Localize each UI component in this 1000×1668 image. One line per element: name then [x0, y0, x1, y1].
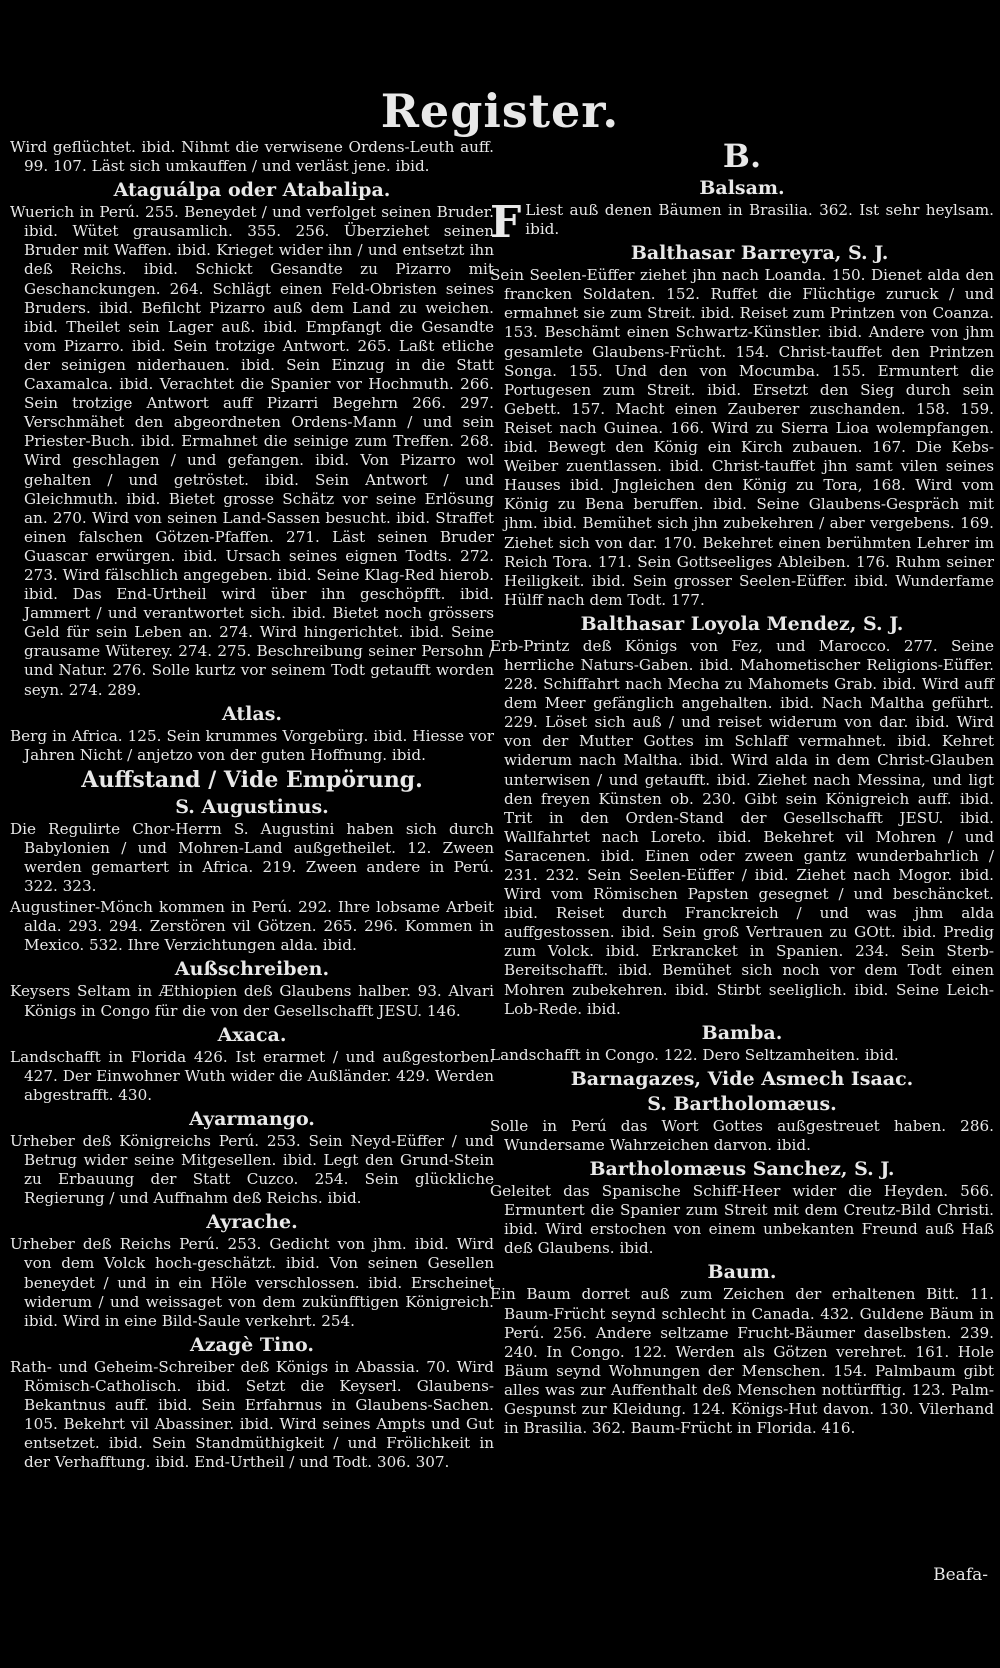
entry-heading: Baum. — [707, 1261, 777, 1284]
entry-text: Liest auß denen Bäumen in Brasilia. 362. Ist sehr heylsam. ibid. — [525, 201, 994, 239]
entry-heading: Balthasar Barreyra, S. J. — [630, 242, 889, 265]
register-entry — [490, 1260, 994, 1438]
entry-text: Berg in Africa. 125. Sein krummes Vorgebürg. ibid. Hiesse vor Jahren Nicht / anjetzo von der guten Hoffnung. ibid. — [10, 726, 494, 764]
register-entry — [490, 612, 994, 1019]
entry-text: Ein Baum dorret auß zum Zeichen der erhaltenen Bitt. 11. Baum-Frücht seynd schlecht in Canada. 432. Guldene Bäum in Perú. 256. Andere seltzame Frucht-Bäumer daselbsten. 239. 240. In Congo. 122. Werden als Götzen verehret. 161. Hole Bäum seynd Wohnungen der Menschen. 154. Palmbaum gibt alles was zur Auffenthalt deß Menschen nottürfftig. 123. Palm-Gespunst zur Kleidung. 124. Königs-Hut davon. 130. Vilerhand in Brasilia. 362. Baum-Frücht in Florida. 416. — [490, 1285, 994, 1438]
section-letter: B. — [722, 137, 762, 175]
drop-cap: F — [490, 197, 522, 248]
register-entry — [10, 702, 494, 765]
entry-heading: Außschreiben. — [174, 958, 330, 981]
entry-heading: S. Augustinus. — [175, 795, 329, 818]
register-entry — [10, 1210, 494, 1330]
entry-text: Landschafft in Florida 426. Ist erarmet / und außgestorben. 427. Der Einwohner Wuth wider die Außländer. 429. Werden abgestrafft. 430. — [10, 1047, 494, 1104]
register-entry — [490, 176, 994, 248]
register-entry — [490, 1092, 994, 1155]
entry-heading: Axaca. — [217, 1023, 287, 1046]
entry-text: Die Regulirte Chor-Herrn S. Augustini haben sich durch Babylonien / und Mohren-Land außgetheilet. 12. Zween werden gemartert in Africa. 219. Zween andere in Perú. 322. 323. — [10, 819, 494, 896]
register-entry — [490, 1067, 994, 1091]
entry-text: Solle in Perú das Wort Gottes außgestreuet haben. 286. Wundersame Wahrzeichen darvon. ibid. — [490, 1116, 994, 1154]
register-entry — [10, 767, 494, 794]
entry-heading: Balthasar Loyola Mendez, S. J. — [580, 612, 904, 635]
register-entry — [10, 795, 494, 896]
entry-text: Urheber deß Reichs Perú. 253. Gedicht von jhm. ibid. Wird von dem Volck hoch-geschätzt. ibid. Von seinen Gesellen beneydet / und in ein Höle verschlossen. ibid. Erscheinet widerum / und weissaget von dem zukünfftigen Königreich. ibid. Wird in eine Bild-Saule verkehrt. 254. — [10, 1235, 494, 1330]
register-entry — [490, 241, 994, 610]
entry-heading: Ayarmango. — [189, 1107, 315, 1130]
catchword: Beafa- — [933, 1565, 988, 1585]
register-entry — [10, 1107, 494, 1208]
entry-text: Geleitet das Spanische Schiff-Heer wider die Heyden. 566. Ermuntert die Spanier zum Streit mit dem Creutz-Bild Christi. ibid. Wird erstochen von einem unbekanten Freund auß Haß deß Glaubens. ibid. — [490, 1182, 994, 1258]
left-column — [10, 138, 494, 1474]
entry-text: Wuerich in Perú. 255. Beneydet / und verfolget seinen Bruder. ibid. Wütet grausamlich. 355. 256. Überziehet seinen Bruder mit Waffen. ibid. Krieget wider ihn / und entsetzt ihn deß Reichs. ibid. Schickt Gesandte zu Pizarro mit Geschanckungen. 264. Schlägt einen Feld-Obristen seines Bruders. ibid. Befilcht Pizarro auß dem Land zu weichen. ibid. Theilet sein Lager auß. ibid. Empfangt die Gesandte vom Pizarro. ibid. Sein trotzige Antwort. 265. Laßt etliche der seinigen niderhauen. ibid. Sein Einzug in die Statt Caxamalca. ibid. Verachtet die Spanier vor Hochmuth. 266. Sein trotzige Antwort auff Pizarri Begehrn 266. 297. Verschmähet den abgeordneten Ordens-Mann / und sein Priester-Buch. ibid. Ermahnet die seinige zum Treffen. 268. Wird geschlagen / und gefangen. ibid. Von Pizarro wol gehalten / und getröstet. ibid. Sein Antwort / und Gleichmuth. ibid. Bietet grosse Schätz vor seine Erlösung an. 270. Wird von seinen Land-Sassen besucht. ibid. Straffet einen falschen Götzen-Pfaffen. 271. Läst seinen Bruder Guascar erwürgen. ibid. Ursach seines eignen Todts. 272. 273. Wird fälschlich angegeben. ibid. Seine Klag-Red hierob. ibid. Das End-Urtheil wird über ihn geschöpfft. ibid. Jammert / und verantwortet sich. ibid. Bietet noch grössers Geld für sein Leben an. 274. Wird hingerichtet. ibid. Seine grausame Wüterey. 274. 275. Beschreibung seiner Persohn / und Natur. 276. Solle kurtz vor seinem Todt getaufft worden seyn. 274. 289. — [10, 203, 494, 699]
entry-heading: Bamba. — [701, 1021, 783, 1044]
entry-text: Landschafft in Congo. 122. Dero Seltzamheiten. ibid. — [490, 1045, 899, 1064]
entry-text: Keysers Seltam in Æthiopien deß Glaubens halber. 93. Alvari Königs in Congo für die von der Gesellschafft JESU. 146. — [10, 982, 494, 1020]
right-column — [490, 138, 994, 1440]
entry-heading: Balsam. — [699, 177, 785, 199]
register-entry — [490, 1021, 994, 1065]
register-entry — [10, 1023, 494, 1105]
register-entry — [490, 1157, 994, 1258]
entry-heading: Auffstand / Vide Empörung. — [81, 766, 423, 793]
entry-text: Erb-Printz deß Königs von Fez, und Marocco. 277. Seine herrliche Naturs-Gaben. ibid. Mahometischer Religions-Eüffer. 228. Schiffahrt nach Mecha zu Mahomets Grab. ibid. Wird auff dem Meer gefänglich angehalten. ibid. Nach Maltha geführt. 229. Löset sich auß / und reiset widerum von dar. ibid. Wird von der Mutter Gottes im Schlaff vermahnet. ibid. Kehret widerum nach Maltha. ibid. Wird alda in dem Christ-Glauben unterwisen / und getaufft. ibid. Ziehet nach Messina, und ligt den freyen Künsten ob. 230. Gibt sein Königreich auff. ibid. Trit in den Orden-Stand der Gesellschafft JESU. ibid. Wallfahrtet nach Loreto. ibid. Bekehret vil Mohren / und Saracenen. ibid. Einen oder zween gantz wunderbahrlich / 231. 232. Sein Seelen-Eüffer / ibid. Ziehet nach Mogor. ibid. Wird vom Römischen Papsten gesegnet / und beschäncket. ibid. Reiset durch Franckreich / und was jhm alda auffgestossen. ibid. Sein groß Vertrauen zu GOtt. ibid. Predig zum Volck. ibid. Erkrancket in Spanien. 234. Sein Sterb-Bereitschafft. ibid. Bemühet sich noch vor dem Todt einen Mohren zubekehren. ibid. Stirbt seeliglich. ibid. Seine Leich-Lob-Rede. ibid. — [490, 636, 994, 1018]
entry-heading: Ataguálpa oder Atabalipa. — [113, 179, 391, 202]
entry-text: Rath- und Geheim-Schreiber deß Königs in Abassia. 70. Wird Römisch-Catholisch. ibid. Setzt die Keyserl. Glaubens-Bekantnus auff. ibid. Sein Erfahrnus in Glaubens-Sachen. 105. Bekehrt vil Abassiner. ibid. Wird seines Ampts und Gut entsetzet. ibid. Sein Standmüthigkeit / und Frölichkeit in der Verhafftung. ibid. End-Urtheil / und Todt. 306. 307. — [10, 1357, 494, 1472]
entry-heading: Atlas. — [221, 702, 283, 725]
page-title: Register. — [380, 84, 620, 138]
right-entries — [490, 176, 994, 1438]
register-entry — [10, 1333, 494, 1473]
register-entry — [10, 178, 494, 699]
entry-heading: Bartholomæus Sanchez, S. J. — [589, 1158, 895, 1181]
entry-text: Urheber deß Königreichs Perú. 253. Sein Neyd-Eüffer / und Betrug wider seine Mitgesellen. ibid. Legt den Grund-Stein zu Erbauung der Statt Cuzco. 254. Sein glückliche Regierung / und Auffnahm deß Reichs. ibid. — [10, 1131, 494, 1208]
intro-text: Wird geflüchtet. ibid. Nihmt die verwisene Ordens-Leuth auff. 99. 107. Läst sich umkauffen / und verläst jene. ibid. — [10, 138, 494, 176]
entry-text: Augustiner-Mönch kommen in Perú. 292. Ihre lobsame Arbeit alda. 293. 294. Zerstören vil Götzen. 265. 296. Kommen in Mexico. 532. Ihre Verzichtungen alda. ibid. — [10, 898, 494, 955]
entry-heading: Azagè Tino. — [190, 1333, 314, 1356]
register-entry — [10, 898, 494, 955]
left-entries — [10, 178, 494, 1472]
entry-heading: Barnagazes, Vide Asmech Isaac. — [570, 1067, 914, 1090]
entry-heading: Ayrache. — [206, 1211, 298, 1234]
register-entry — [10, 957, 494, 1020]
entry-heading: S. Bartholomæus. — [647, 1092, 837, 1115]
entry-text: Sein Seelen-Eüffer ziehet jhn nach Loanda. 150. Dienet alda den francken Soldaten. 152. Ruffet die Flüchtige zuruck / und ermahnet sie zum Streit. ibid. Reiset zum Printzen von Coanza. 153. Beschämt einen Schwartz-Künstler. ibid. Andere von jhm gesamlete Glaubens-Frücht. 154. Christ-tauffet den Printzen Songa. 155. Und den von Mocumba. 155. Ermuntert die Portugesen zum Streit. ibid. Ersetzt den Sieg durch sein Gebett. 157. Macht einen Zauberer zuschanden. 158. 159. Reiset nach Guinea. 166. Wird zu Sierra Lioa wolempfangen. ibid. Bewegt den König ein Kirch zubauen. 167. Die Kebs-Weiber zuentlassen. ibid. Christ-tauffet jhn samt vilen seines Hauses ibid. Jngleichen den König zu Tora, 168. Wird vom König zu Bena beruffen. ibid. Seine Glaubens-Gespräch mit jhm. ibid. Bemühet sich jhn zubekehren / aber vergebens. 169. Ziehet sich von dar. 170. Bekehret einen berühmten Lehrer im Reich Tora. 171. Sein Gottseeliges Ableiben. 176. Ruhm seiner Heiligkeit. ibid. Sein grosser Seelen-Eüffer. ibid. Wunderfame Hülff nach dem Todt. 177. — [490, 266, 994, 609]
